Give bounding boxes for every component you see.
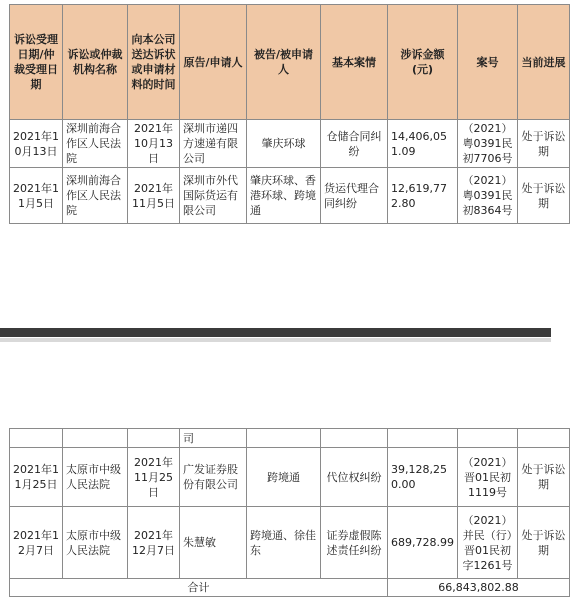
- header-cell: 涉诉金额(元): [388, 5, 458, 120]
- status-cell: 处于诉讼期: [518, 507, 570, 579]
- total-row: [10, 579, 570, 597]
- defendant-cell: 跨境通: [247, 448, 321, 507]
- accept-date-cell: 2021年11月25日: [10, 448, 63, 507]
- case-number-cell: （2021）粤0391民初7706号: [458, 120, 518, 168]
- header-cell: 原告/申请人: [180, 5, 247, 120]
- empty-cell: [10, 429, 63, 448]
- amount-cell: 14,406,051.09: [388, 120, 458, 168]
- defendant-cell: 跨境通、徐佳东: [247, 507, 321, 579]
- case-summary-cell: 证券虚假陈述责任纠纷: [321, 507, 388, 579]
- case-summary-cell: 仓储合同纠纷: [321, 120, 388, 168]
- table-row-continued: [10, 429, 570, 448]
- empty-cell: [458, 429, 518, 448]
- plaintiff-cell: 司: [180, 429, 247, 448]
- header-cell: 被告/被申请人: [247, 5, 321, 120]
- served-date-cell: 2021年11月5日: [128, 168, 180, 224]
- table-row: [10, 120, 570, 168]
- header-cell: 向本公司送达诉状或申请材料的时间: [128, 5, 180, 120]
- empty-cell: [518, 429, 570, 448]
- case-number-cell: （2021）粤0391民初8364号: [458, 168, 518, 224]
- served-date-cell: 2021年11月25日: [128, 448, 180, 507]
- plaintiff-cell: 深圳市外代国际货运有限公司: [180, 168, 247, 224]
- total-value: 66,843,802.88: [388, 579, 570, 597]
- amount-cell: 689,728.99: [388, 507, 458, 579]
- empty-cell: [388, 429, 458, 448]
- header-cell: 当前进展: [518, 5, 570, 120]
- empty-cell: [321, 429, 388, 448]
- total-label: 合计: [10, 579, 388, 597]
- empty-cell: [128, 429, 180, 448]
- plaintiff-cell: 广发证券股份有限公司: [180, 448, 247, 507]
- litigation-table-bottom: [9, 428, 570, 597]
- case-summary-cell: 货运代理合同纠纷: [321, 168, 388, 224]
- table-row: [10, 507, 570, 579]
- accept-date-cell: 2021年11月5日: [10, 168, 63, 224]
- court-cell: 太原市中级人民法院: [63, 448, 128, 507]
- court-cell: 太原市中级人民法院: [63, 507, 128, 579]
- empty-cell: [63, 429, 128, 448]
- case-number-cell: （2021）晋01民初1119号: [458, 448, 518, 507]
- table-row: [10, 168, 570, 224]
- accept-date-cell: 2021年12月7日: [10, 507, 63, 579]
- court-cell: 深圳前海合作区人民法院: [63, 168, 128, 224]
- case-number-cell: （2021）并民（行）晋01民初字1261号: [458, 507, 518, 579]
- page-separator-line: [0, 338, 551, 342]
- page-separator-bar: [0, 328, 551, 337]
- defendant-cell: 肇庆环球、香港环球、跨境通: [247, 168, 321, 224]
- court-cell: 深圳前海合作区人民法院: [63, 120, 128, 168]
- empty-cell: [247, 429, 321, 448]
- plaintiff-cell: 朱慧敏: [180, 507, 247, 579]
- status-cell: 处于诉讼期: [518, 168, 570, 224]
- header-cell: 基本案情: [321, 5, 388, 120]
- amount-cell: 39,128,250.00: [388, 448, 458, 507]
- status-cell: 处于诉讼期: [518, 120, 570, 168]
- plaintiff-cell: 深圳市递四方速递有限公司: [180, 120, 247, 168]
- litigation-table-top: [9, 4, 570, 224]
- amount-cell: 12,619,772.80: [388, 168, 458, 224]
- status-cell: 处于诉讼期: [518, 448, 570, 507]
- defendant-cell: 肇庆环球: [247, 120, 321, 168]
- served-date-cell: 2021年12月7日: [128, 507, 180, 579]
- case-summary-cell: 代位权纠纷: [321, 448, 388, 507]
- header-cell: 案号: [458, 5, 518, 120]
- table-header-row: [10, 5, 570, 120]
- header-cell: 诉讼或仲裁机构名称: [63, 5, 128, 120]
- header-cell: 诉讼受理日期/仲裁受理日期: [10, 5, 63, 120]
- accept-date-cell: 2021年10月13日: [10, 120, 63, 168]
- served-date-cell: 2021年10月13日: [128, 120, 180, 168]
- table-row: [10, 448, 570, 507]
